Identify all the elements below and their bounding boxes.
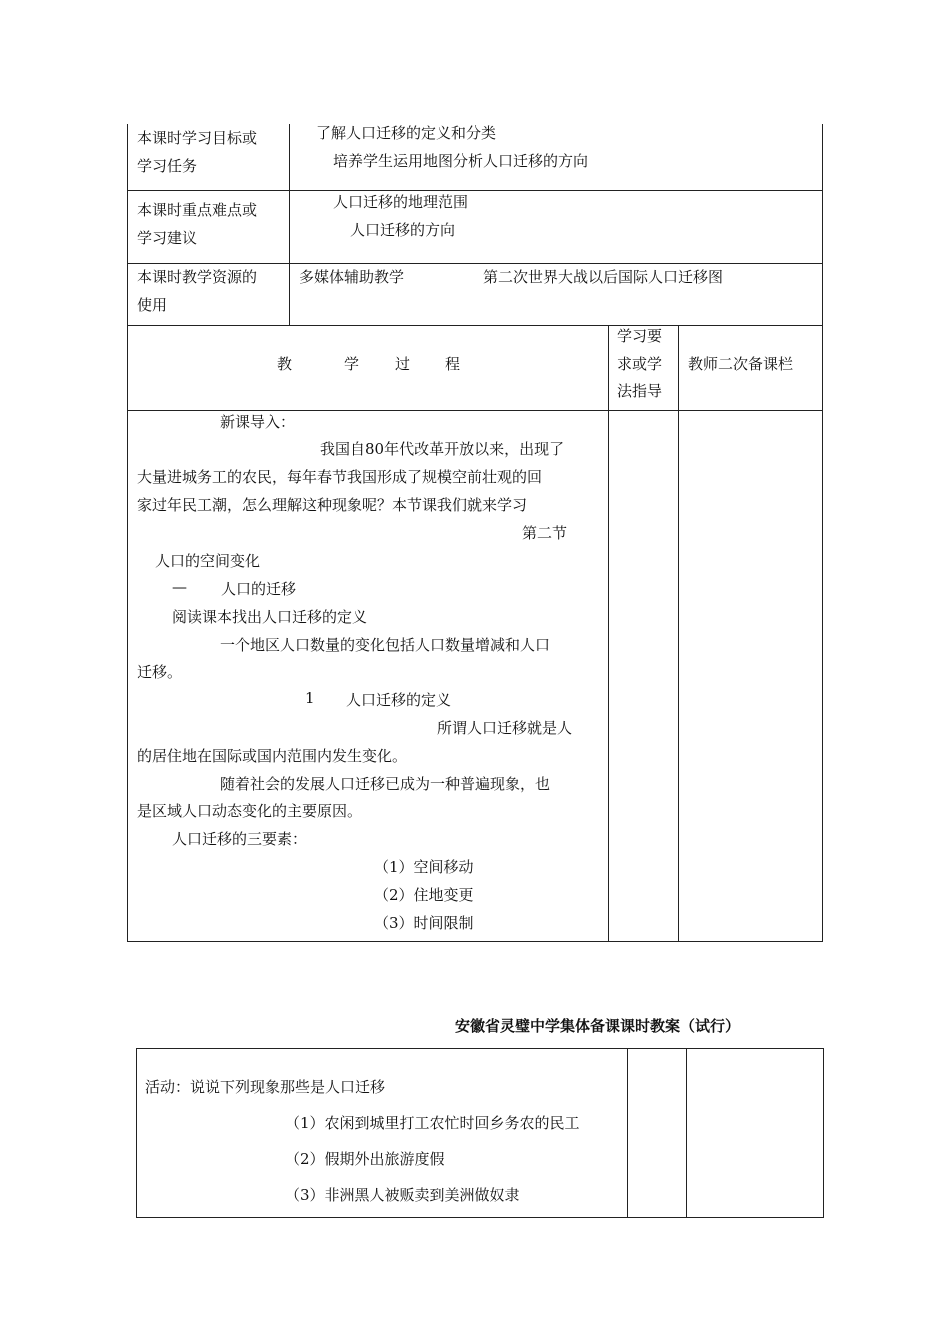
school-title: 安徽省灵璧中学集体备课课时教案（试行） xyxy=(455,1017,741,1035)
activity-item-2: （2）假期外出旅游度假 xyxy=(285,1150,445,1168)
table2-border-right xyxy=(823,1048,824,1218)
body-line-read: 阅读课本找出人口迁移的定义 xyxy=(172,608,368,626)
resources-label-line1: 本课时教学资源的 xyxy=(137,268,258,286)
body-line-num: 1 xyxy=(305,689,315,707)
body-line-1: 我国自80年代改革开放以来，出现了 xyxy=(320,440,565,458)
goals-content-line2: 培养学生运用地图分析人口迁移的方向 xyxy=(333,152,589,170)
row-divider-3 xyxy=(127,325,823,326)
resources-label-line2: 使用 xyxy=(137,296,168,314)
teacher-header: 教师二次备课栏 xyxy=(688,355,794,373)
table2-guide-divider xyxy=(627,1048,628,1218)
body-line-element-1: （1）空间移动 xyxy=(374,858,474,876)
body-line-definition-1: 所谓人口迁移就是人 xyxy=(437,719,573,737)
activity-title: 活动：说说下列现象那些是人口迁移 xyxy=(145,1078,386,1096)
key-content-line1: 人口迁移的地理范围 xyxy=(333,193,469,211)
goals-label-line2: 学习任务 xyxy=(137,157,198,175)
table-border-left xyxy=(127,124,128,942)
body-line-definition-title: 人口迁移的定义 xyxy=(346,691,452,709)
label-divider xyxy=(289,124,290,325)
table2-teacher-divider xyxy=(686,1048,687,1218)
guide-header-line1: 学习要 xyxy=(617,327,663,345)
table2-border-bottom xyxy=(136,1217,824,1218)
body-line-society-1: 随着社会的发展人口迁移已成为一种普遍现象，也 xyxy=(220,775,551,793)
activity-item-1: （1）农闲到城里打工农忙时回乡务农的民工 xyxy=(285,1114,580,1132)
guide-header-line3: 法指导 xyxy=(617,382,663,400)
process-char-1: 教 xyxy=(277,355,293,373)
body-line-section-title: 人口的空间变化 xyxy=(155,552,261,570)
table2-border-left xyxy=(136,1048,137,1218)
row-divider-1b xyxy=(127,190,289,191)
teacher-col-divider xyxy=(678,325,679,942)
body-line-subtitle: 人口的迁移 xyxy=(221,580,297,598)
body-line-society-2: 是区域人口动态变化的主要原因。 xyxy=(137,802,363,820)
table-border-right xyxy=(822,124,823,942)
body-line-element-3: （3）时间限制 xyxy=(374,914,474,932)
body-line-definition-2: 的居住地在国际或国内范围内发生变化。 xyxy=(137,747,408,765)
guide-col-divider xyxy=(608,325,609,942)
guide-header-line2: 求或学 xyxy=(617,355,663,373)
goals-content-line1: 了解人口迁移的定义和分类 xyxy=(316,124,497,142)
resources-content-part2: 第二次世界大战以后国际人口迁移图 xyxy=(483,268,724,286)
body-line-dash: — xyxy=(172,578,187,596)
body-line-3: 家过年民工潮，怎么理解这种现象呢？本节课我们就来学习 xyxy=(137,496,528,514)
body-line-elements: 人口迁移的三要素： xyxy=(172,830,308,848)
goals-label-line1: 本课时学习目标或 xyxy=(137,129,258,147)
body-line-element-2: （2）住地变更 xyxy=(374,886,474,904)
table2-border-top xyxy=(136,1048,824,1049)
process-char-3: 过 xyxy=(395,355,411,373)
body-line-section: 第二节 xyxy=(522,524,568,542)
activity-item-3: （3）非洲黑人被贩卖到美洲做奴隶 xyxy=(285,1186,520,1204)
key-label-line2: 学习建议 xyxy=(137,229,198,247)
key-label-line1: 本课时重点难点或 xyxy=(137,201,258,219)
table-border-bottom xyxy=(127,941,823,942)
body-line-intro: 新课导入： xyxy=(220,413,296,431)
body-line-migration: 迁移。 xyxy=(137,663,183,681)
process-char-4: 程 xyxy=(445,355,461,373)
row-divider-2 xyxy=(127,263,823,264)
body-line-population: 一个地区人口数量的变化包括人口数量增减和人口 xyxy=(220,636,551,654)
key-content-line2: 人口迁移的方向 xyxy=(350,221,456,239)
resources-content-part1: 多媒体辅助教学 xyxy=(299,268,405,286)
body-line-2: 大量进城务工的农民，每年春节我国形成了规模空前壮观的回 xyxy=(137,468,543,486)
process-char-2: 学 xyxy=(344,355,360,373)
